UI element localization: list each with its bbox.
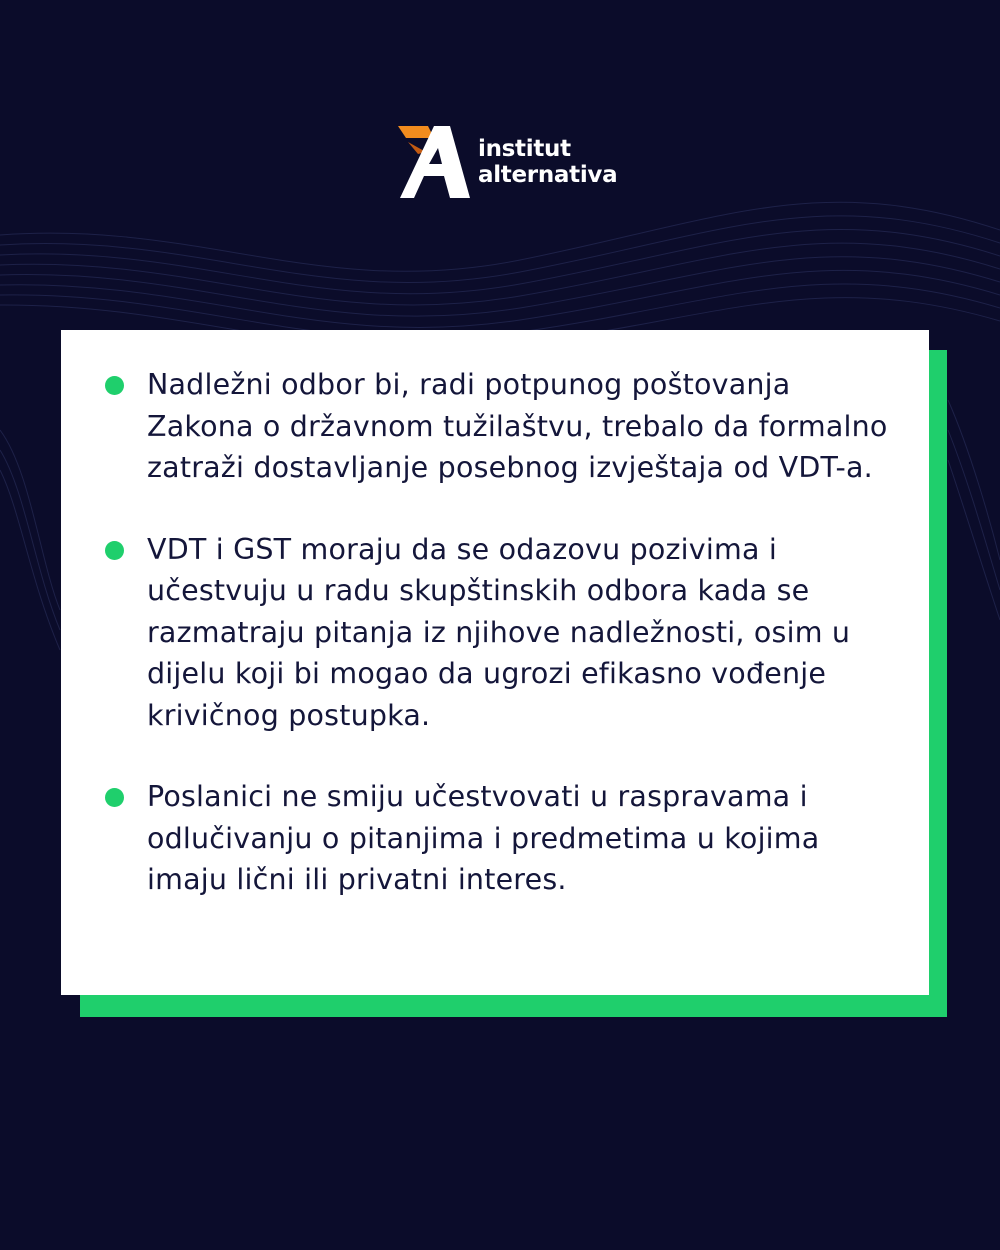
bullet-item [101, 529, 901, 737]
bullet-text: Nadležni odbor bi, radi potpunog poštovanja Zakona o državnom tužilaštvu, trebalo da formalno zatraži dostavljanje posebnog izvještaja od VDT-a. [147, 368, 888, 484]
bullet-text: Poslanici ne smiju učestvovati u raspravama i odlučivanju o pitanjima i predmetima u kojima imaju lični ili privatni interes. [147, 780, 820, 896]
brand-line-1: institut [478, 136, 571, 162]
bullet-list [101, 364, 901, 941]
institut-alternativa-logo-mark-icon [398, 124, 470, 200]
bullet-item [101, 776, 901, 901]
brand-wordmark [478, 136, 617, 188]
bullet-dot-icon [105, 788, 124, 807]
content-card [61, 330, 929, 995]
bullet-dot-icon [105, 376, 124, 395]
bullet-dot-icon [105, 541, 124, 560]
bullet-text: VDT i GST moraju da se odazovu pozivima i učestvuju u radu skupštinskih odbora kada se razmatraju pitanja iz njihove nadležnosti, osim u dijelu koji bi mogao da ugrozi efikasno vođenje krivičnog postupka. [147, 532, 851, 732]
brand-line-2: alternativa [478, 162, 618, 188]
brand-logo [398, 124, 617, 200]
bullet-item [101, 364, 901, 489]
